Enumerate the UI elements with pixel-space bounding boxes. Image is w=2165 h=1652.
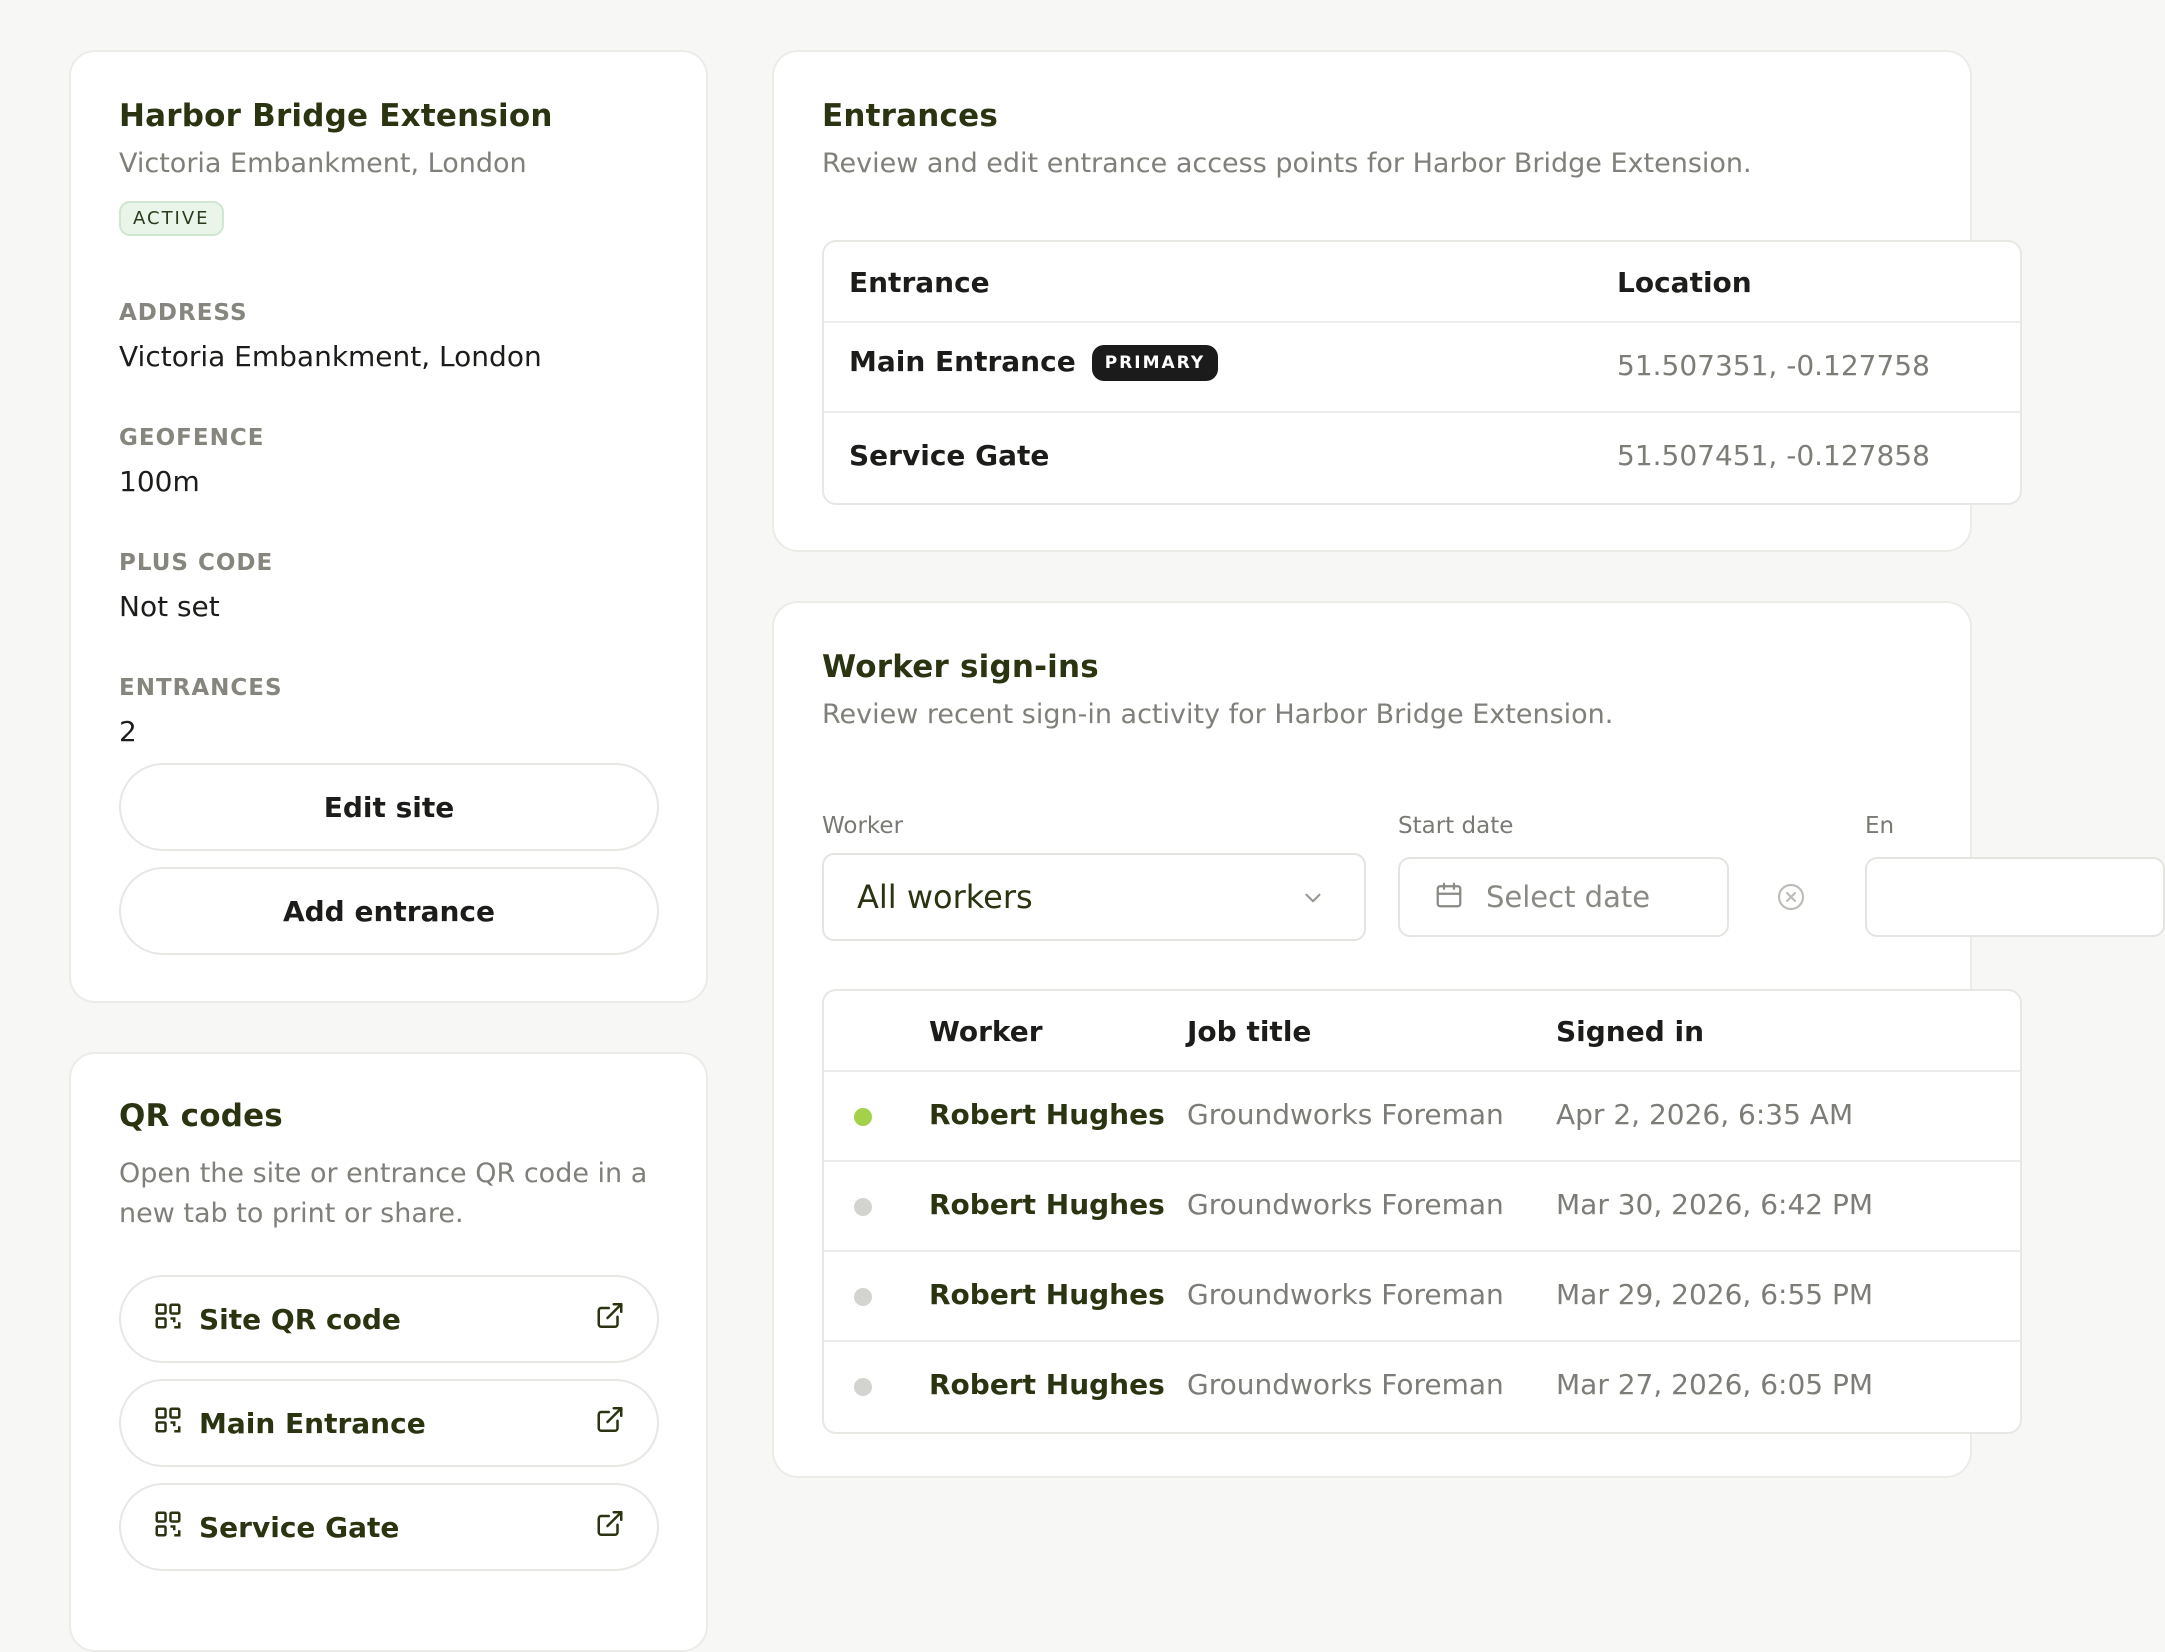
qr-button-label: Main Entrance — [199, 1406, 426, 1440]
entrances-table — [822, 240, 2022, 505]
end-date-input[interactable] — [1865, 857, 2165, 937]
chevron-down-icon — [1300, 885, 1326, 915]
entrances-description: Review and edit entrance access points for Harbor Bridge Extension. — [822, 148, 1752, 179]
primary-badge: PRIMARY — [1092, 345, 1218, 381]
signed-in-time: Mar 29, 2026, 6:55 PM — [1556, 1278, 1874, 1311]
worker-filter-label: Worker — [822, 813, 904, 839]
signins-table — [822, 989, 2022, 1434]
start-date-input[interactable] — [1398, 857, 1729, 937]
signed-in-time: Mar 30, 2026, 6:42 PM — [1556, 1188, 1874, 1221]
field-label: ADDRESS — [119, 300, 248, 326]
entrance-name: Main Entrance — [849, 345, 1076, 378]
table-row[interactable] — [824, 1162, 2020, 1250]
status-dot-inactive — [854, 1378, 872, 1396]
qr-description-line1: Open the site or entrance QR code in a — [119, 1158, 648, 1189]
site-qr-button[interactable] — [119, 1275, 659, 1363]
calendar-icon — [1434, 880, 1464, 914]
worker-select-value: All workers — [857, 878, 1033, 916]
job-title: Groundworks Foreman — [1187, 1098, 1504, 1131]
field-label: ENTRANCES — [119, 675, 283, 701]
worker-signins-card — [772, 601, 1972, 1478]
external-link-icon — [595, 1301, 625, 1338]
qr-code-icon — [153, 1509, 183, 1546]
add-entrance-button[interactable]: Add entrance — [119, 867, 659, 955]
table-row[interactable] — [824, 323, 2020, 411]
signins-description: Review recent sign-in activity for Harbor Bridge Extension. — [822, 699, 1614, 730]
column-header-location: Location — [1617, 266, 1752, 299]
entrance-name-cell — [849, 345, 1218, 381]
column-header-worker: Worker — [929, 1015, 1043, 1048]
table-row[interactable] — [824, 1342, 2020, 1430]
job-title: Groundworks Foreman — [1187, 1188, 1504, 1221]
signed-in-time: Mar 27, 2026, 6:05 PM — [1556, 1368, 1874, 1401]
worker-name: Robert Hughes — [929, 1368, 1165, 1401]
site-location: Victoria Embankment, London — [119, 148, 527, 179]
worker-name: Robert Hughes — [929, 1098, 1165, 1131]
entrance-location: 51.507351, -0.127758 — [1617, 349, 1930, 382]
qr-description-line2: new tab to print or share. — [119, 1198, 464, 1229]
external-link-icon — [595, 1405, 625, 1442]
status-dot-inactive — [854, 1198, 872, 1216]
field-label: PLUS CODE — [119, 550, 274, 576]
worker-select[interactable] — [822, 853, 1366, 941]
worker-name: Robert Hughes — [929, 1188, 1165, 1221]
main-entrance-qr-button[interactable] — [119, 1379, 659, 1467]
qr-button-label: Site QR code — [199, 1302, 401, 1336]
status-dot-inactive — [854, 1288, 872, 1306]
start-date-label: Start date — [1398, 813, 1514, 839]
site-summary-card — [69, 50, 708, 1003]
qr-code-icon — [153, 1301, 183, 1338]
signins-title: Worker sign-ins — [822, 649, 1099, 685]
field-address — [119, 300, 542, 373]
status-dot-active — [854, 1108, 872, 1126]
qr-button-label: Service Gate — [199, 1510, 400, 1544]
entrance-location: 51.507451, -0.127858 — [1617, 439, 1930, 472]
job-title: Groundworks Foreman — [1187, 1278, 1504, 1311]
field-value: 2 — [119, 715, 137, 748]
external-link-icon — [595, 1509, 625, 1546]
worker-name: Robert Hughes — [929, 1278, 1165, 1311]
edit-site-button[interactable]: Edit site — [119, 763, 659, 851]
end-date-label: En — [1865, 813, 1895, 839]
entrances-title: Entrances — [822, 98, 998, 134]
signed-in-time: Apr 2, 2026, 6:35 AM — [1556, 1098, 1854, 1131]
start-date-placeholder: Select date — [1486, 880, 1651, 914]
entrances-card — [772, 50, 1972, 552]
field-value: Not set — [119, 590, 220, 623]
field-value: 100m — [119, 465, 200, 498]
field-plus-code — [119, 550, 542, 623]
field-label: GEOFENCE — [119, 425, 265, 451]
field-value: Victoria Embankment, London — [119, 340, 542, 373]
job-title: Groundworks Foreman — [1187, 1368, 1504, 1401]
table-row[interactable] — [824, 1072, 2020, 1160]
column-header-job-title: Job title — [1187, 1015, 1312, 1048]
qr-code-icon — [153, 1405, 183, 1442]
clear-date-icon[interactable] — [1775, 881, 1807, 917]
field-entrances — [119, 675, 542, 748]
table-row[interactable] — [824, 413, 2020, 501]
qr-title: QR codes — [119, 1098, 283, 1134]
service-gate-qr-button[interactable] — [119, 1483, 659, 1571]
status-badge: ACTIVE — [119, 201, 224, 236]
field-geofence — [119, 425, 542, 498]
column-header-signed-in: Signed in — [1556, 1015, 1705, 1048]
table-row[interactable] — [824, 1252, 2020, 1340]
qr-codes-card — [69, 1052, 708, 1652]
entrance-name: Service Gate — [849, 439, 1050, 472]
site-name: Harbor Bridge Extension — [119, 98, 553, 134]
column-header-entrance: Entrance — [849, 266, 990, 299]
